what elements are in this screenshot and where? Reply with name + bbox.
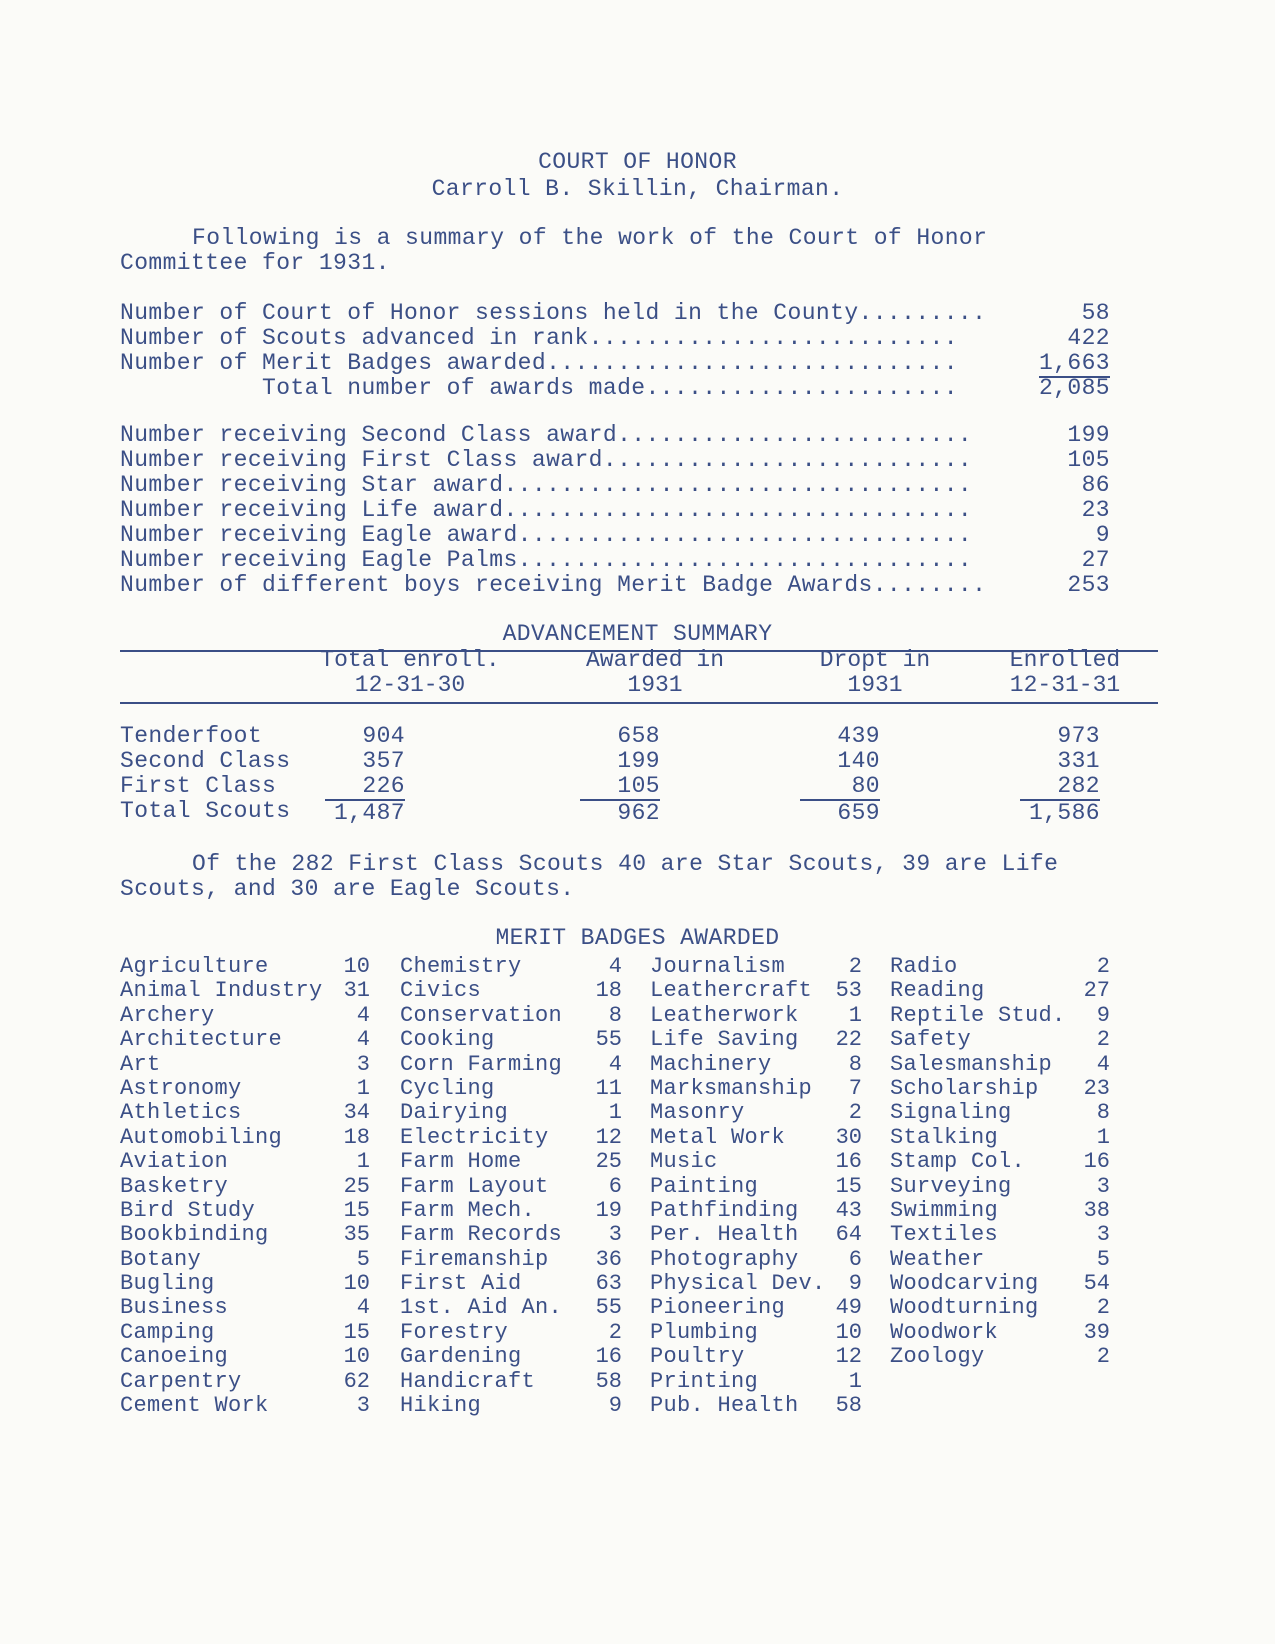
merit-badge-item (400, 1101, 622, 1125)
merit-badge-item (890, 1248, 1110, 1272)
merit-badge-item (120, 1028, 370, 1052)
table-row (120, 749, 1160, 774)
merit-badge-item (400, 1370, 622, 1394)
merit-badge-name: Carpentry (120, 1368, 242, 1394)
merit-badge-count: 58 (835, 1393, 862, 1419)
merit-badge-name: Astronomy (120, 1075, 242, 1101)
merit-badge-name: Architecture (120, 1027, 283, 1053)
merit-badge-name: Athletics (120, 1100, 242, 1126)
merit-badge-name: Corn Farming (400, 1051, 563, 1077)
merit-badge-item (890, 1126, 1110, 1150)
merit-badge-count: 25 (343, 1173, 370, 1199)
merit-badge-name: Bird Study (120, 1197, 256, 1223)
merit-badge-name: Animal Industry (120, 978, 323, 1004)
merit-badge-name: Pathfinding (650, 1197, 799, 1223)
merit-badge-name: Masonry (650, 1100, 745, 1126)
merit-badge-name: Botany (120, 1246, 202, 1272)
merit-badge-item (890, 1004, 1110, 1028)
merit-badge-count: 9 (1096, 1002, 1110, 1028)
merit-badge-name: Chemistry (400, 954, 522, 979)
merit-badge-item (650, 1028, 862, 1052)
merit-badge-name: Cooking (400, 1027, 495, 1053)
merit-badge-item (650, 1394, 862, 1418)
merit-badge-name: Farm Layout (400, 1173, 549, 1199)
merit-badge-count: 4 (608, 1051, 622, 1077)
merit-badge-name: Firemanship (400, 1246, 549, 1272)
merit-badge-item (120, 1077, 370, 1101)
merit-badge-item (120, 955, 370, 979)
award-value: 253 (1067, 572, 1110, 598)
merit-badge-name: Leathercraft (650, 978, 813, 1004)
col-header-awarded: Awarded in 1931 (585, 647, 725, 698)
merit-badge-name: Printing (650, 1368, 759, 1394)
merit-badge-name: Textiles (890, 1222, 999, 1248)
merit-badge-name: Camping (120, 1319, 215, 1345)
first-class-note: Of the 282 First Class Scouts 40 are Star Scouts, 39 are Life Scouts, and 30 are Eagle Scouts. (120, 851, 1059, 902)
merit-badge-name: Scholarship (890, 1075, 1039, 1101)
award-row (120, 523, 1110, 548)
merit-badge-name: Automobiling (120, 1124, 283, 1150)
merit-badge-item (650, 955, 862, 979)
merit-badge-item (120, 1175, 370, 1199)
table-header-rule (120, 702, 1158, 704)
merit-badge-count: 31 (343, 978, 370, 1004)
merit-badge-name: Hiking (400, 1393, 482, 1419)
merit-badge-count: 5 (1096, 1246, 1110, 1272)
merit-badge-count: 5 (356, 1246, 370, 1272)
merit-badge-name: Archery (120, 1002, 215, 1028)
table-cell: 659 (800, 799, 880, 826)
award-value: 23 (1081, 497, 1110, 523)
merit-badge-count: 3 (608, 1222, 622, 1248)
merit-badge-count: 18 (343, 1124, 370, 1150)
merit-badge-name: Woodwork (890, 1319, 999, 1345)
merit-badge-item (400, 1394, 622, 1418)
award-row (120, 573, 1110, 598)
merit-badge-item (890, 1028, 1110, 1052)
merit-badges-title: MERIT BADGES AWARDED (495, 925, 780, 951)
award-row (120, 423, 1110, 448)
rank-label: Tenderfoot (120, 723, 263, 749)
merit-badge-item (650, 1101, 862, 1125)
merit-badge-count: 10 (835, 1319, 862, 1345)
merit-badge-count: 1 (356, 1149, 370, 1175)
merit-badge-count: 2 (848, 1100, 862, 1126)
rank-label: Total Scouts (120, 798, 291, 824)
merit-badge-name: Handicraft (400, 1368, 536, 1394)
merit-badge-count: 23 (1083, 1075, 1110, 1101)
merit-badge-item (650, 1370, 862, 1394)
merit-badge-item (120, 1345, 370, 1369)
merit-badge-item (400, 1028, 622, 1052)
merit-badge-count: 63 (595, 1271, 622, 1297)
merit-badge-count: 53 (835, 978, 862, 1004)
merit-badge-count: 12 (835, 1344, 862, 1370)
merit-badge-count: 49 (835, 1295, 862, 1321)
merit-badge-name: Marksmanship (650, 1075, 813, 1101)
merit-badge-count: 2 (1096, 1027, 1110, 1053)
merit-badge-count: 64 (835, 1222, 862, 1248)
merit-badge-item (650, 1321, 862, 1345)
merit-badge-item (400, 1345, 622, 1369)
merit-badge-item (890, 1053, 1110, 1077)
merit-badge-item (120, 1296, 370, 1320)
merit-badge-count: 15 (343, 1319, 370, 1345)
merit-badge-count: 2 (848, 954, 862, 979)
merit-badge-name: Music (650, 1149, 718, 1175)
merit-badge-name: Zoology (890, 1344, 985, 1370)
merit-badge-count: 8 (608, 1002, 622, 1028)
merit-badge-name: Swimming (890, 1197, 999, 1223)
summary-row (120, 301, 1110, 326)
table-cell: 439 (837, 723, 880, 749)
merit-badge-item (650, 1199, 862, 1223)
merit-badge-item (890, 955, 1110, 979)
col-header-dropt: Dropt in 1931 (819, 647, 931, 698)
award-value: 9 (1095, 522, 1110, 548)
merit-badge-item (120, 979, 370, 1003)
merit-badge-name: Farm Home (400, 1149, 522, 1175)
summary-list (120, 301, 1110, 401)
summary-row (120, 351, 1110, 376)
summary-value: 1,663 (1038, 350, 1110, 376)
merit-badge-count: 8 (1096, 1100, 1110, 1126)
merit-badge-item (400, 1053, 622, 1077)
merit-badge-name: Plumbing (650, 1319, 759, 1345)
table-row (120, 724, 1160, 749)
merit-badge-item (120, 1126, 370, 1150)
merit-badge-count: 4 (1096, 1051, 1110, 1077)
merit-badge-count: 10 (343, 954, 370, 979)
summary-total-row (120, 376, 1110, 401)
merit-badge-count: 1 (848, 1002, 862, 1028)
merit-badge-item (120, 1199, 370, 1223)
merit-badge-item (890, 1296, 1110, 1320)
merit-badge-item (400, 1077, 622, 1101)
award-label: Number receiving Life award................................. (120, 497, 973, 523)
award-list (120, 423, 1110, 598)
award-label: Number receiving First Class award.......................... (120, 447, 973, 473)
merit-badge-count: 3 (1096, 1222, 1110, 1248)
merit-badge-item (890, 1175, 1110, 1199)
intro-paragraph: Following is a summary of the work of the Court of Honor Committee for 1931. (120, 225, 988, 276)
merit-badge-item (400, 1199, 622, 1223)
merit-badge-name: Stamp Col. (890, 1149, 1026, 1175)
merit-badge-name: Electricity (400, 1124, 549, 1150)
merit-badge-item (120, 1272, 370, 1296)
merit-badge-count: 1 (848, 1368, 862, 1394)
merit-badge-name: Journalism (650, 954, 786, 979)
chairman-line: Carroll B. Skillin, Chairman. (431, 176, 844, 202)
merit-badge-item (890, 1199, 1110, 1223)
summary-label: Number of Scouts advanced in rank.......................... (120, 325, 958, 351)
col-header-enrolled: Enrolled 12-31-31 (1009, 647, 1121, 698)
merit-badge-item (120, 1004, 370, 1028)
merit-badge-count: 2 (1096, 954, 1110, 979)
merit-badge-name: Farm Mech. (400, 1197, 536, 1223)
merit-badge-name: Art (120, 1051, 161, 1077)
table-cell: 904 (362, 723, 405, 749)
merit-badge-item (890, 1272, 1110, 1296)
merit-badge-count: 54 (1083, 1271, 1110, 1297)
merit-badge-item (400, 1175, 622, 1199)
page-title: COURT OF HONOR (538, 149, 737, 175)
merit-badge-count: 27 (1083, 978, 1110, 1004)
merit-badge-count: 16 (1083, 1149, 1110, 1175)
award-label: Number receiving Eagle Palms................................ (120, 547, 973, 573)
merit-badge-count: 4 (356, 1027, 370, 1053)
merit-badge-name: Painting (650, 1173, 759, 1199)
table-cell: 331 (1057, 748, 1100, 774)
merit-badge-name: Pioneering (650, 1295, 786, 1321)
merit-badge-count: 10 (343, 1344, 370, 1370)
merit-badge-item (120, 1370, 370, 1394)
merit-badge-name: Safety (890, 1027, 972, 1053)
merit-badge-name: Bookbinding (120, 1222, 269, 1248)
table-cell: 1,586 (1020, 799, 1100, 826)
summary-label: Number of Merit Badges awarded............................. (120, 350, 958, 376)
merit-badge-item (120, 1150, 370, 1174)
merit-badge-name: Metal Work (650, 1124, 786, 1150)
merit-badge-name: Physical Dev. (650, 1271, 826, 1297)
table-cell: 1,487 (325, 799, 405, 826)
merit-badge-count: 16 (835, 1149, 862, 1175)
merit-badge-column (400, 955, 622, 1418)
merit-badge-name: Cycling (400, 1075, 495, 1101)
merit-badge-count: 4 (608, 954, 622, 979)
table-cell: 973 (1057, 723, 1100, 749)
merit-badge-count: 10 (343, 1271, 370, 1297)
merit-badge-count: 34 (343, 1100, 370, 1126)
merit-badge-count: 4 (356, 1002, 370, 1028)
award-value: 105 (1067, 447, 1110, 473)
merit-badge-item (890, 1321, 1110, 1345)
merit-badge-name: Photography (650, 1246, 799, 1272)
merit-badge-item (400, 1296, 622, 1320)
merit-badge-item (400, 1223, 622, 1247)
award-row (120, 498, 1110, 523)
merit-badge-item (650, 979, 862, 1003)
table-cell: 357 (362, 748, 405, 774)
merit-badge-count: 3 (356, 1393, 370, 1419)
merit-badge-name: Aviation (120, 1149, 229, 1175)
merit-badge-item (400, 1248, 622, 1272)
merit-badge-column (890, 955, 1110, 1370)
merit-badge-item (650, 1175, 862, 1199)
merit-badge-name: Signaling (890, 1100, 1012, 1126)
merit-badge-count: 2 (1096, 1295, 1110, 1321)
summary-label: Total number of awards made...................... (120, 375, 958, 401)
merit-badge-name: Bugling (120, 1271, 215, 1297)
merit-badge-item (400, 955, 622, 979)
merit-badge-item (650, 1126, 862, 1150)
award-label: Number receiving Second Class award......................... (120, 422, 973, 448)
merit-badge-count: 9 (608, 1393, 622, 1419)
merit-badge-count: 2 (1096, 1344, 1110, 1370)
merit-badge-count: 38 (1083, 1197, 1110, 1223)
merit-badge-count: 7 (848, 1075, 862, 1101)
summary-value: 422 (1067, 325, 1110, 351)
merit-badge-name: Poultry (650, 1344, 745, 1370)
merit-badge-count: 22 (835, 1027, 862, 1053)
merit-badge-item (890, 1150, 1110, 1174)
table-cell: 282 (1020, 774, 1100, 801)
merit-badge-count: 58 (595, 1368, 622, 1394)
merit-badge-name: Life Saving (650, 1027, 799, 1053)
summary-value: 58 (1081, 300, 1110, 326)
merit-badge-count: 15 (835, 1173, 862, 1199)
award-row (120, 448, 1110, 473)
merit-badge-name: Surveying (890, 1173, 1012, 1199)
table-cell: 962 (580, 799, 660, 826)
merit-badge-item (650, 1345, 862, 1369)
merit-badge-name: Cement Work (120, 1393, 269, 1419)
table-total-row (120, 799, 1160, 824)
merit-badge-count: 15 (343, 1197, 370, 1223)
table-row (120, 774, 1160, 799)
table-cell: 226 (325, 774, 405, 801)
merit-badge-item (400, 1004, 622, 1028)
merit-badge-item (890, 1345, 1110, 1369)
merit-badge-count: 19 (595, 1197, 622, 1223)
merit-badge-count: 35 (343, 1222, 370, 1248)
rank-label: First Class (120, 773, 277, 799)
award-row (120, 548, 1110, 573)
merit-badge-count: 25 (595, 1149, 622, 1175)
merit-badge-count: 16 (595, 1344, 622, 1370)
merit-badge-name: Reading (890, 978, 985, 1004)
merit-badge-item (120, 1321, 370, 1345)
award-value: 199 (1067, 422, 1110, 448)
table-cell: 199 (617, 748, 660, 774)
merit-badge-count: 6 (608, 1173, 622, 1199)
merit-badge-name: Reptile Stud. (890, 1002, 1066, 1028)
merit-badge-count: 4 (356, 1295, 370, 1321)
merit-badge-name: Dairying (400, 1100, 509, 1126)
table-cell: 105 (580, 774, 660, 801)
merit-badge-count: 18 (595, 978, 622, 1004)
merit-badge-item (650, 1077, 862, 1101)
merit-badge-item (650, 1296, 862, 1320)
merit-badge-count: 2 (608, 1319, 622, 1345)
merit-badge-name: Canoeing (120, 1344, 229, 1370)
merit-badge-item (400, 1150, 622, 1174)
merit-badge-name: Salesmanship (890, 1051, 1053, 1077)
award-label: Number of different boys receiving Merit Badge Awards........ (120, 572, 987, 598)
merit-badge-item (400, 1126, 622, 1150)
award-value: 86 (1081, 472, 1110, 498)
merit-badge-count: 1 (608, 1100, 622, 1126)
col-header-total-enroll: Total enroll. 12-31-30 (320, 647, 500, 698)
summary-value: 2,085 (1038, 375, 1110, 401)
merit-badge-name: Woodturning (890, 1295, 1039, 1321)
merit-badge-count: 8 (848, 1051, 862, 1077)
merit-badge-count: 55 (595, 1295, 622, 1321)
merit-badge-count: 3 (1096, 1173, 1110, 1199)
merit-badge-item (890, 1077, 1110, 1101)
merit-badge-count: 62 (343, 1368, 370, 1394)
merit-badge-item (120, 1394, 370, 1418)
merit-badge-item (120, 1101, 370, 1125)
merit-badge-name: Pub. Health (650, 1393, 799, 1419)
merit-badge-count: 3 (356, 1051, 370, 1077)
merit-badge-item (890, 1223, 1110, 1247)
merit-badge-column (120, 955, 370, 1418)
merit-badge-item (120, 1223, 370, 1247)
merit-badge-item (400, 1272, 622, 1296)
merit-badge-count: 11 (595, 1075, 622, 1101)
award-row (120, 473, 1110, 498)
merit-badge-name: Stalking (890, 1124, 999, 1150)
merit-badge-name: Machinery (650, 1051, 772, 1077)
merit-badge-name: Business (120, 1295, 229, 1321)
merit-badge-name: Leatherwork (650, 1002, 799, 1028)
merit-badge-name: Farm Records (400, 1222, 563, 1248)
table-cell: 140 (837, 748, 880, 774)
merit-badge-count: 30 (835, 1124, 862, 1150)
merit-badge-count: 12 (595, 1124, 622, 1150)
merit-badge-item (650, 1053, 862, 1077)
merit-badge-name: Civics (400, 978, 482, 1004)
merit-badge-item (650, 1004, 862, 1028)
summary-row (120, 326, 1110, 351)
merit-badge-item (400, 979, 622, 1003)
award-label: Number receiving Star award................................. (120, 472, 973, 498)
merit-badge-count: 6 (848, 1246, 862, 1272)
merit-badge-name: Weather (890, 1246, 985, 1272)
merit-badge-name: Radio (890, 954, 958, 979)
merit-badge-name: Per. Health (650, 1222, 799, 1248)
advancement-title: ADVANCEMENT SUMMARY (502, 621, 773, 647)
merit-badge-name: 1st. Aid An. (400, 1295, 563, 1321)
merit-badge-count: 43 (835, 1197, 862, 1223)
merit-badge-count: 55 (595, 1027, 622, 1053)
merit-badge-count: 9 (848, 1271, 862, 1297)
merit-badge-item (890, 1101, 1110, 1125)
table-cell: 658 (617, 723, 660, 749)
merit-badge-name: Conservation (400, 1002, 563, 1028)
merit-badge-name: Woodcarving (890, 1271, 1039, 1297)
table-cell: 80 (800, 774, 880, 801)
merit-badge-item (120, 1053, 370, 1077)
merit-badge-item (400, 1321, 622, 1345)
merit-badge-item (650, 1248, 862, 1272)
merit-badge-item (650, 1150, 862, 1174)
rank-label: Second Class (120, 748, 291, 774)
merit-badge-item (120, 1248, 370, 1272)
merit-badge-item (650, 1272, 862, 1296)
merit-badge-name: Forestry (400, 1319, 509, 1345)
merit-badge-count: 1 (1096, 1124, 1110, 1150)
award-value: 27 (1081, 547, 1110, 573)
summary-label: Number of Court of Honor sessions held in the County......... (120, 300, 987, 326)
merit-badge-name: Basketry (120, 1173, 229, 1199)
merit-badge-name: Agriculture (120, 954, 269, 979)
merit-badge-count: 39 (1083, 1319, 1110, 1345)
merit-badge-name: First Aid (400, 1271, 522, 1297)
merit-badge-count: 36 (595, 1246, 622, 1272)
merit-badge-name: Gardening (400, 1344, 522, 1370)
merit-badge-item (890, 979, 1110, 1003)
award-label: Number receiving Eagle award................................ (120, 522, 973, 548)
merit-badge-count: 1 (356, 1075, 370, 1101)
merit-badge-item (650, 1223, 862, 1247)
merit-badge-column (650, 955, 862, 1418)
